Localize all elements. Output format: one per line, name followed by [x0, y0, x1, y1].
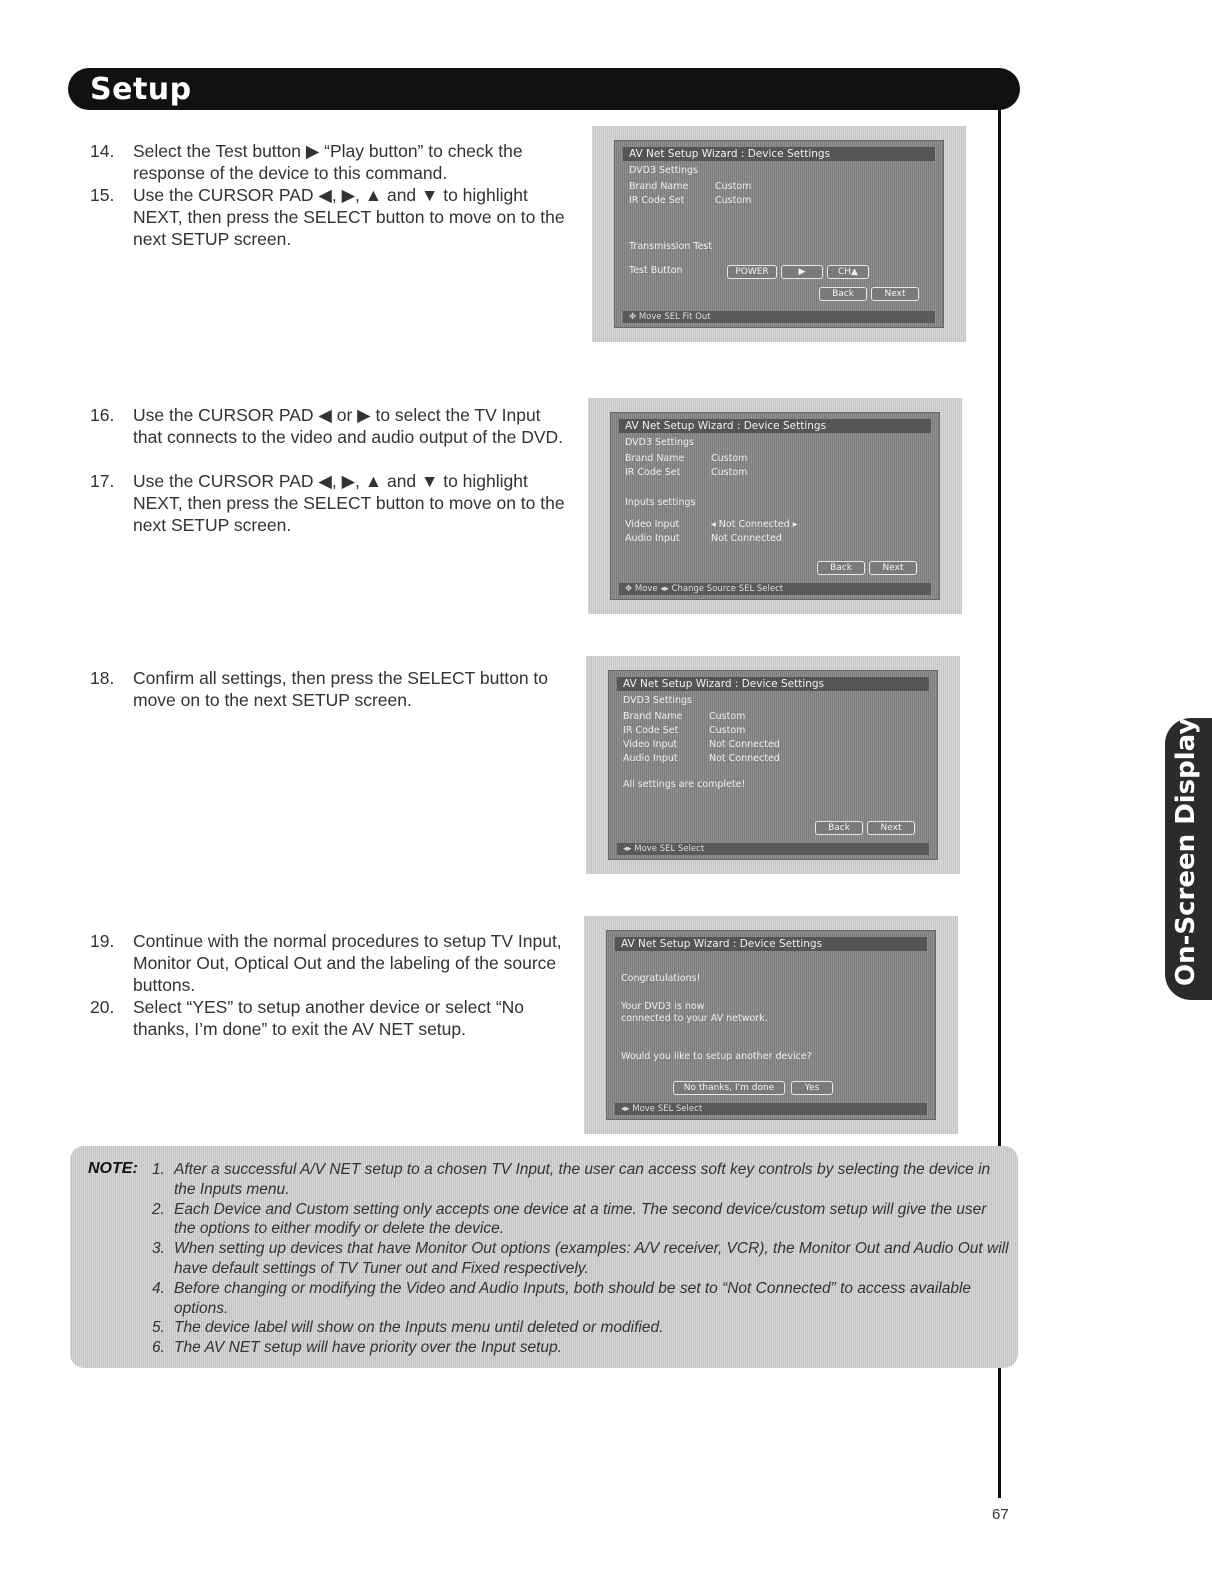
screenshot-inputs-settings — [588, 398, 962, 614]
next-button[interactable]: Next — [869, 561, 917, 575]
note-item — [152, 1318, 1012, 1338]
video-input-value: Not Connected — [709, 739, 780, 750]
note-list — [152, 1160, 1012, 1358]
brand-value: Custom — [709, 711, 746, 722]
screen-footer: ✥ Move ◂▸ Change Source SEL Select — [619, 583, 931, 595]
brand-value: Custom — [715, 181, 752, 192]
another-device-question: Would you like to setup another device? — [621, 1051, 812, 1062]
no-thanks-button[interactable]: No thanks, I'm done — [673, 1081, 785, 1095]
brand-label: Brand Name — [623, 711, 683, 722]
side-tab-label: On-Screen Display — [1171, 717, 1201, 986]
step-14 — [90, 140, 570, 184]
step-17 — [90, 470, 570, 536]
step-text: Use the CURSOR PAD ◀ or ▶ to select the TV Input that connects to the video and audio output of the DVD. — [133, 405, 564, 447]
video-input-value[interactable]: ◂ Not Connected ▸ — [711, 519, 798, 530]
note-text: Before changing or modifying the Video and Audio Inputs, both should be set to “Not Connected” to access available options. — [174, 1279, 972, 1317]
brand-row — [629, 181, 751, 192]
step-16 — [90, 404, 570, 448]
note-item — [152, 1200, 1012, 1240]
section-header — [68, 68, 1020, 110]
yes-button[interactable]: Yes — [791, 1081, 833, 1095]
section-heading: DVD3 Settings — [623, 695, 692, 706]
wizard-title: AV Net Setup Wizard : Device Settings — [615, 937, 927, 951]
audio-input-label: Audio Input — [623, 753, 678, 764]
note-item — [152, 1279, 1012, 1319]
step-19 — [90, 930, 570, 996]
section-title: Setup — [90, 72, 192, 107]
screen-footer: ◂▸ Move SEL Select — [615, 1103, 927, 1115]
power-button[interactable]: POWER — [727, 265, 777, 279]
brand-row — [625, 453, 747, 464]
audio-input-row — [623, 753, 780, 764]
ircode-row — [625, 467, 747, 478]
ircode-value: Custom — [711, 467, 748, 478]
back-button[interactable]: Back — [817, 561, 865, 575]
tv-screen — [608, 670, 938, 860]
step-text: Confirm all settings, then press the SELECT button to move on to the next SETUP screen. — [133, 668, 549, 710]
note-number: 3. — [152, 1240, 165, 1258]
screen-footer: ✥ Move SEL Fit Out — [623, 311, 935, 323]
side-tab — [1165, 718, 1212, 1000]
connected-line-2: connected to your AV network. — [621, 1013, 768, 1024]
subsection-heading: Transmission Test — [629, 241, 713, 252]
screen-footer: ◂▸ Move SEL Select — [617, 843, 929, 855]
wizard-title: AV Net Setup Wizard : Device Settings — [623, 147, 935, 161]
step-18 — [90, 667, 570, 711]
screenshot-congratulations — [584, 916, 958, 1134]
note-item — [152, 1338, 1012, 1358]
video-input-label: Video Input — [623, 739, 678, 750]
connected-line-1: Your DVD3 is now — [621, 1001, 705, 1012]
next-button[interactable]: Next — [867, 821, 915, 835]
back-button[interactable]: Back — [815, 821, 863, 835]
brand-row — [623, 711, 745, 722]
tv-screen — [610, 412, 940, 600]
step-number: 20. — [90, 997, 115, 1017]
video-input-label: Video Input — [625, 519, 680, 530]
wizard-title: AV Net Setup Wizard : Device Settings — [617, 677, 929, 691]
screenshot-transmission-test — [592, 126, 966, 342]
note-text: Each Device and Custom setting only accepts one device at a time. The second device/custom setup will give the user the options to either modify or delete the device. — [174, 1200, 987, 1238]
audio-input-value: Not Connected — [709, 753, 780, 764]
note-item — [152, 1160, 1012, 1200]
ircode-value: Custom — [709, 725, 746, 736]
ircode-value: Custom — [715, 195, 752, 206]
step-number: 19. — [90, 931, 115, 951]
section-heading: DVD3 Settings — [625, 437, 694, 448]
video-input-row[interactable] — [625, 519, 797, 530]
step-text: Use the CURSOR PAD ◀, ▶, ▲ and ▼ to highlight NEXT, then press the SELECT button to move on to the next SETUP screen. — [133, 185, 565, 249]
congrats-text: Congratulations! — [621, 973, 701, 984]
step-number: 14. — [90, 141, 115, 161]
note-text: When setting up devices that have Monitor Out options (examples: A/V receiver, VCR), the Monitor Out and Audio Out will have default settings of TV Tuner out and Fixed respectively. — [174, 1240, 1009, 1277]
audio-input-value[interactable]: Not Connected — [711, 533, 782, 544]
back-button[interactable]: Back — [819, 287, 867, 301]
brand-value: Custom — [711, 453, 748, 464]
ircode-row — [623, 725, 745, 736]
step-number: 17. — [90, 471, 115, 491]
ircode-row — [629, 195, 751, 206]
section-heading: DVD3 Settings — [629, 165, 698, 176]
note-number: 1. — [152, 1161, 165, 1178]
step-number: 18. — [90, 668, 115, 688]
step-number: 16. — [90, 405, 115, 425]
ircode-label: IR Code Set — [623, 725, 679, 736]
screenshot-confirm-settings — [586, 656, 960, 874]
step-text: Continue with the normal procedures to setup TV Input, Monitor Out, Optical Out and the labeling of the source buttons. — [133, 931, 562, 995]
step-15 — [90, 184, 570, 250]
ircode-label: IR Code Set — [625, 467, 681, 478]
note-box — [70, 1146, 1018, 1368]
video-input-row — [623, 739, 780, 750]
subsection-heading: Inputs settings — [625, 497, 696, 508]
note-number: 4. — [152, 1279, 165, 1297]
note-number: 5. — [152, 1319, 165, 1337]
complete-message: All settings are complete! — [623, 779, 746, 790]
note-text: The device label will show on the Inputs menu until deleted or modified. — [174, 1319, 664, 1337]
wizard-title: AV Net Setup Wizard : Device Settings — [619, 419, 931, 433]
note-text: After a successful A/V NET setup to a chosen TV Input, the user can access soft key controls by selecting the device in the Inputs menu. — [174, 1161, 991, 1198]
page-number: 67 — [992, 1506, 1009, 1523]
step-text: Select “YES” to setup another device or select “No thanks, I’m done” to exit the AV NET setup. — [133, 997, 525, 1039]
next-button[interactable]: Next — [871, 287, 919, 301]
brand-label: Brand Name — [629, 181, 689, 192]
step-text: Select the Test button ▶ “Play button” to check the response of the device to this command. — [133, 141, 523, 183]
step-20 — [90, 996, 570, 1040]
audio-input-label: Audio Input — [625, 533, 680, 544]
ircode-label: IR Code Set — [629, 195, 685, 206]
tv-screen — [614, 140, 944, 328]
audio-input-row[interactable] — [625, 533, 782, 544]
brand-label: Brand Name — [625, 453, 685, 464]
channel-up-button[interactable]: CH▲ — [827, 265, 869, 279]
step-text: Use the CURSOR PAD ◀, ▶, ▲ and ▼ to highlight NEXT, then press the SELECT button to move on to the next SETUP screen. — [133, 471, 565, 535]
step-number: 15. — [90, 185, 115, 205]
play-button[interactable]: ▶ — [781, 265, 823, 279]
note-text: The AV NET setup will have priority over the Input setup. — [174, 1339, 562, 1357]
note-item — [152, 1239, 1012, 1279]
test-button-label: Test Button — [629, 265, 683, 276]
note-label: NOTE: — [88, 1160, 138, 1177]
note-number: 6. — [152, 1339, 165, 1357]
tv-screen — [606, 930, 936, 1120]
note-number: 2. — [152, 1200, 165, 1218]
